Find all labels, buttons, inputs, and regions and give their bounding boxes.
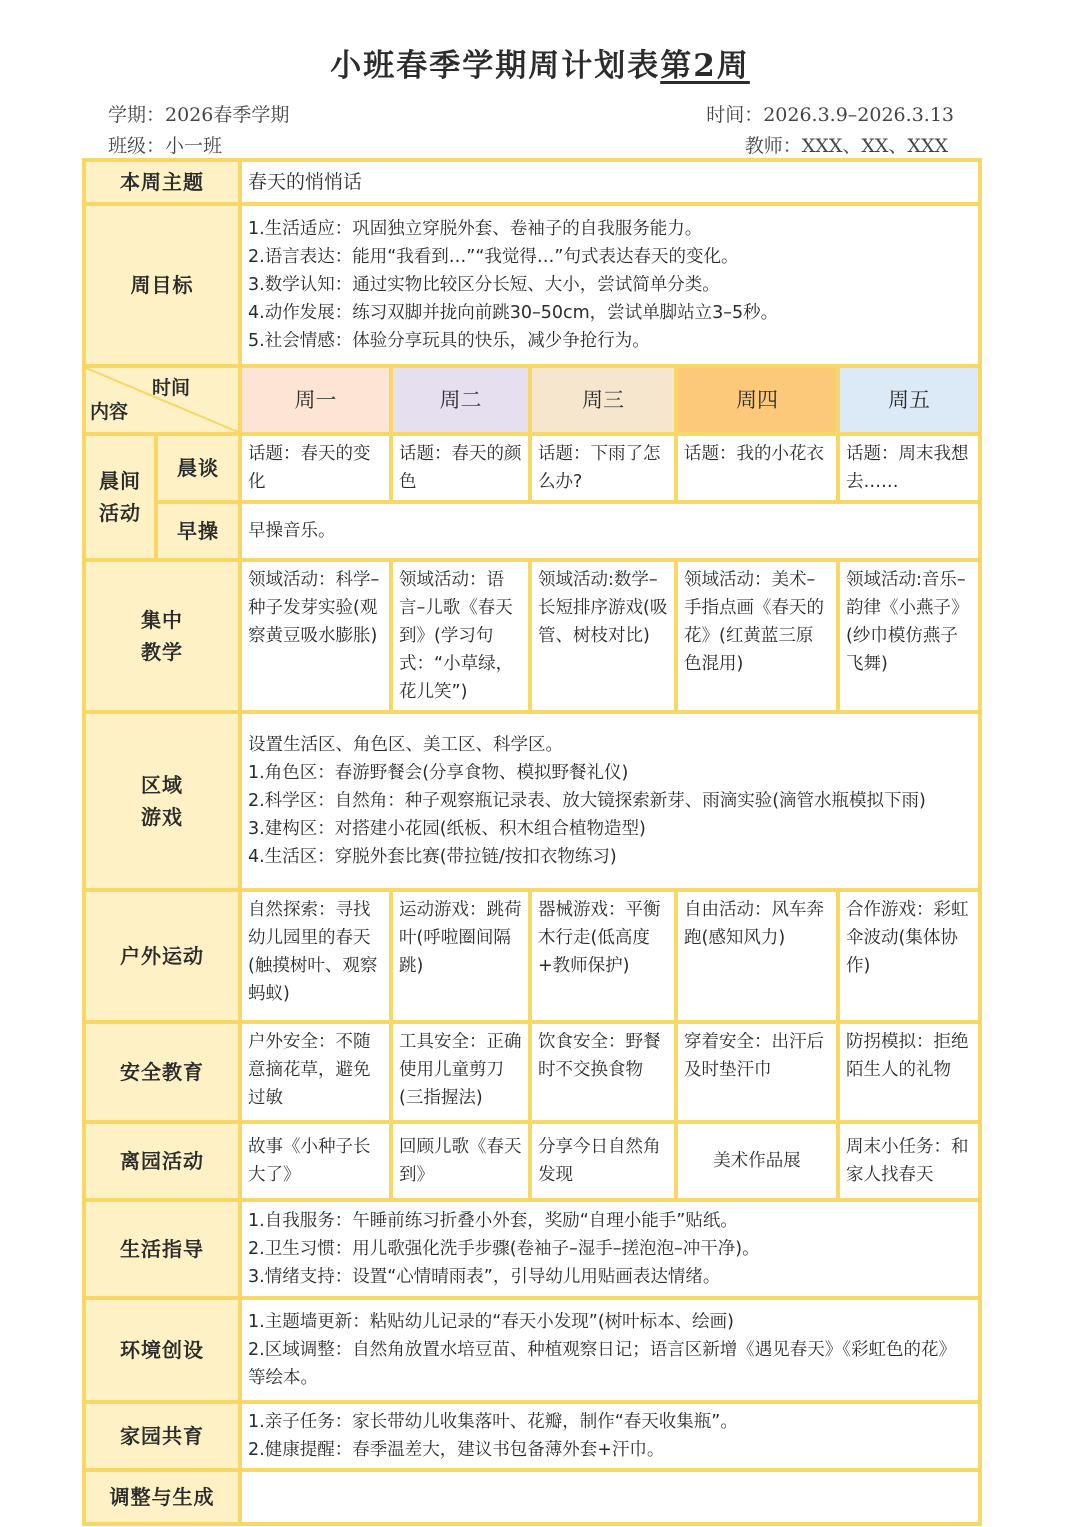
environment-label: 环境创设 [84,1298,240,1402]
leaving-thursday: 美术作品展 [676,1122,838,1200]
theme-row [84,160,980,204]
area-item: 设置生活区、角色区、美工区、科学区。 [248,735,563,755]
talk-label: 晨谈 [156,434,240,502]
adjustment-value[interactable] [240,1470,980,1524]
talk-friday: 话题：周末我想去…… [838,434,980,502]
week-plan-table [82,158,982,1526]
day-thursday: 周四 [676,366,838,434]
talk-wednesday: 话题：下雨了怎么办? [530,434,676,502]
goals-label: 周目标 [84,204,240,366]
safety-friday: 防拐模拟：拒绝陌生人的礼物 [838,1022,980,1122]
theme-label: 本周主题 [84,160,240,204]
safety-thursday: 穿着安全：出汗后及时垫汗巾 [676,1022,838,1122]
goal-item: 5.社会情感：体验分享玩具的快乐，减少争抢行为。 [248,331,650,351]
safety-row [84,1022,980,1122]
leaving-label: 离园活动 [84,1122,240,1200]
life-guidance-content [240,1200,980,1298]
area-item: 2.科学区：自然角：种子观察瓶记录表、放大镜探索新芽、雨滴实验(滴管水瓶模拟下雨) [248,791,926,811]
outdoor-thursday: 自由活动：风车奔跑(感知风力) [676,890,838,1022]
outdoor-tuesday: 运动游戏：跳荷叶(呼啦圈间隔跳) [391,890,530,1022]
area-games-row [84,712,980,890]
goal-item: 1.生活适应：巩固独立穿脱外套、卷袖子的自我服务能力。 [248,219,703,239]
environment-content [240,1298,980,1402]
talk-thursday: 话题：我的小花衣 [676,434,838,502]
talk-monday: 话题：春天的变化 [240,434,391,502]
time-info: 时间：2026.3.9–2026.3.13 [706,104,954,126]
class-info: 班级：小一班 [108,135,223,157]
morning-exercise-row [84,502,980,560]
leaving-wednesday: 分享今日自然角发现 [530,1122,676,1200]
time-label: 时间 [151,377,190,399]
teaching-thursday: 领域活动：美术–手指点画《春天的花》(红黄蓝三原色混用) [676,560,838,712]
morning-label-line2: 活动 [99,501,141,525]
leaving-friday: 周末小任务：和家人找春天 [838,1122,980,1200]
environment-item: 2.区域调整：自然角放置水培豆苗、种植观察日记；语言区新增《遇见春天》《彩虹色的花》等绘本。 [248,1340,956,1388]
title-main: 小班春季学期周计划表 [330,48,661,84]
outdoor-label: 户外运动 [84,890,240,1022]
home-school-item: 1.亲子任务：家长带幼儿收集落叶、花瓣，制作“春天收集瓶”。 [248,1412,738,1432]
area-item: 4.生活区：穿脱外套比赛(带拉链/按扣衣物练习) [248,847,617,867]
life-guidance-label: 生活指导 [84,1200,240,1298]
safety-label: 安全教育 [84,1022,240,1122]
home-school-content [240,1402,980,1470]
area-item: 3.建构区：对搭建小花园(纸板、积木组合植物造型) [248,819,646,839]
teaching-tuesday: 领域活动：语言–儿歌《春天到》(学习句式：“小草绿，花儿笑”) [391,560,530,712]
guidance-item: 2.卫生习惯：用儿歌强化洗手步骤(卷袖子–湿手–搓泡泡–冲干净)。 [248,1239,760,1259]
safety-monday: 户外安全：不随意摘花草，避免过敏 [240,1022,391,1122]
morning-talk-row [84,434,980,502]
teaching-label-line1: 集中 [141,608,183,632]
teaching-label-line2: 教学 [141,640,183,664]
home-school-row [84,1402,980,1470]
teaching-row [84,560,980,712]
guidance-item: 1.自我服务：午睡前练习折叠小外套，奖励“自理小能手”贴纸。 [248,1211,738,1231]
outdoor-wednesday: 器械游戏：平衡木行走(低高度+教师保护) [530,890,676,1022]
home-school-item: 2.健康提醒：春季温差大，建议书包备薄外套+汗巾。 [248,1440,665,1460]
area-label-line1: 区域 [141,773,183,797]
life-guidance-row [84,1200,980,1298]
term-info: 学期：2026春季学期 [108,104,290,126]
day-monday: 周一 [240,366,391,434]
guidance-item: 3.情绪支持：设置“心情晴雨表”，引导幼儿用贴画表达情绪。 [248,1267,721,1287]
page-title [0,40,1080,85]
environment-row [84,1298,980,1402]
outdoor-monday: 自然探索：寻找幼儿园里的春天(触摸树叶、观察蚂蚁) [240,890,391,1022]
safety-tuesday: 工具安全：正确使用儿童剪刀(三指握法) [391,1022,530,1122]
teacher-info: 教师：XXX、XX、XXX [744,135,948,157]
adjustment-row [84,1470,980,1524]
teaching-monday: 领域活动：科学–种子发芽实验(观察黄豆吸水膨胀) [240,560,391,712]
talk-tuesday: 话题：春天的颜色 [391,434,530,502]
area-games-label [84,712,240,890]
area-label-line2: 游戏 [141,805,183,829]
content-label: 内容 [90,401,129,423]
morning-label-line1: 晨间 [99,469,141,493]
teaching-wednesday: 领域活动:数学–长短排序游戏(吸管、树枝对比) [530,560,676,712]
home-school-label: 家园共育 [84,1402,240,1470]
goals-row [84,204,980,366]
day-header-row [84,366,980,434]
goal-item: 4.动作发展：练习双脚并拢向前跳30–50cm，尝试单脚站立3–5秒。 [248,303,779,323]
day-wednesday: 周三 [530,366,676,434]
leaving-tuesday: 回顾儿歌《春天到》 [391,1122,530,1200]
adjustment-label: 调整与生成 [84,1470,240,1524]
area-games-content [240,712,980,890]
leaving-row [84,1122,980,1200]
safety-wednesday: 饮食安全：野餐时不交换食物 [530,1022,676,1122]
goal-item: 2.语言表达：能用“我看到…”“我觉得…”句式表达春天的变化。 [248,247,739,267]
goal-item: 3.数学认知：通过实物比较区分长短、大小，尝试简单分类。 [248,275,720,295]
day-tuesday: 周二 [391,366,530,434]
area-item: 1.角色区：春游野餐会(分享食物、模拟野餐礼仪) [248,763,629,783]
outdoor-row [84,890,980,1022]
environment-item: 1.主题墙更新：粘贴幼儿记录的“春天小发现”(树叶标本、绘画) [248,1312,734,1332]
exercise-label: 早操 [156,502,240,560]
teaching-friday: 领域活动:音乐–韵律《小燕子》(纱巾模仿燕子飞舞) [838,560,980,712]
exercise-value: 早操音乐。 [240,502,980,560]
teaching-label [84,560,240,712]
outdoor-friday: 合作游戏：彩虹伞波动(集体协作) [838,890,980,1022]
leaving-monday: 故事《小种子长大了》 [240,1122,391,1200]
goals-content [240,204,980,366]
theme-value: 春天的悄悄话 [240,160,980,204]
morning-label [84,434,156,560]
time-content-header [84,366,240,434]
day-friday: 周五 [838,366,980,434]
title-week: 第2周 [660,48,750,84]
